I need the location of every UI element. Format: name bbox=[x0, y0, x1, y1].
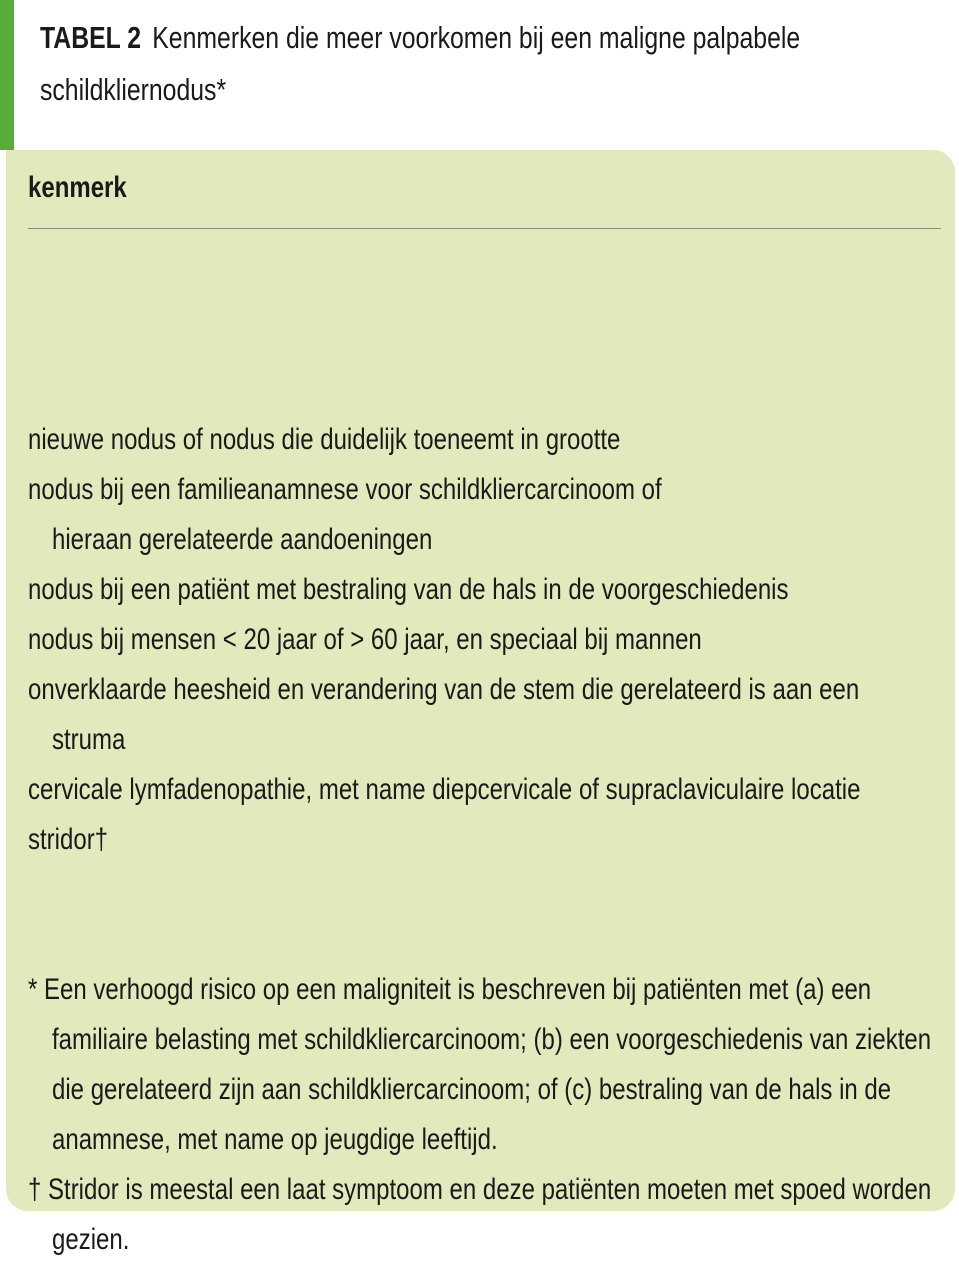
table-label: TABEL 2 bbox=[40, 20, 142, 55]
footnote: * Een verhoogd risico op een maligniteit is beschreven bij patiënten met (a) een familiaire belasting met schildkliercarcinoom; (b) een voorgeschiedenis van ziekten die gerelateerd zijn aan schildkliercarcinoom; of (c) bestraling van de hals in de anamnese, met name op jeugdige leeftijd. bbox=[28, 973, 932, 1156]
footnote-list bbox=[28, 965, 956, 1265]
header-divider bbox=[28, 228, 941, 229]
row-list bbox=[28, 415, 924, 865]
table-panel bbox=[6, 150, 955, 1256]
table-row: nodus bij een patiënt met bestraling van de hals in de voorgeschiedenis bbox=[28, 573, 789, 606]
table-row: onverklaarde heesheid en verandering van de stem die gerelateerd is aan een struma bbox=[28, 673, 860, 756]
table-row: nodus bij mensen < 20 jaar of > 60 jaar, en speciaal bij mannen bbox=[28, 623, 702, 656]
table-title: Kenmerken die meer voorkomen bij een maligne palpabele schildkliernodus* bbox=[40, 20, 801, 107]
table-row: cervicale lymfadenopathie, met name diepcervicale of supraclaviculaire locatie bbox=[28, 773, 861, 806]
table-caption bbox=[40, 12, 944, 116]
table-row: nodus bij een familieanamnese voor schildkliercarcinoom of hieraan gerelateerde aandoeningen bbox=[28, 473, 662, 556]
column-header: kenmerk bbox=[28, 171, 127, 204]
table-row: stridor† bbox=[28, 823, 109, 856]
caption-accent-bar bbox=[0, 0, 14, 150]
table-row: nieuwe nodus of nodus die duidelijk toeneemt in grootte bbox=[28, 423, 621, 456]
footnote: † Stridor is meestal een laat symptoom en deze patiënten moeten met spoed worden gezien. bbox=[28, 1173, 932, 1256]
